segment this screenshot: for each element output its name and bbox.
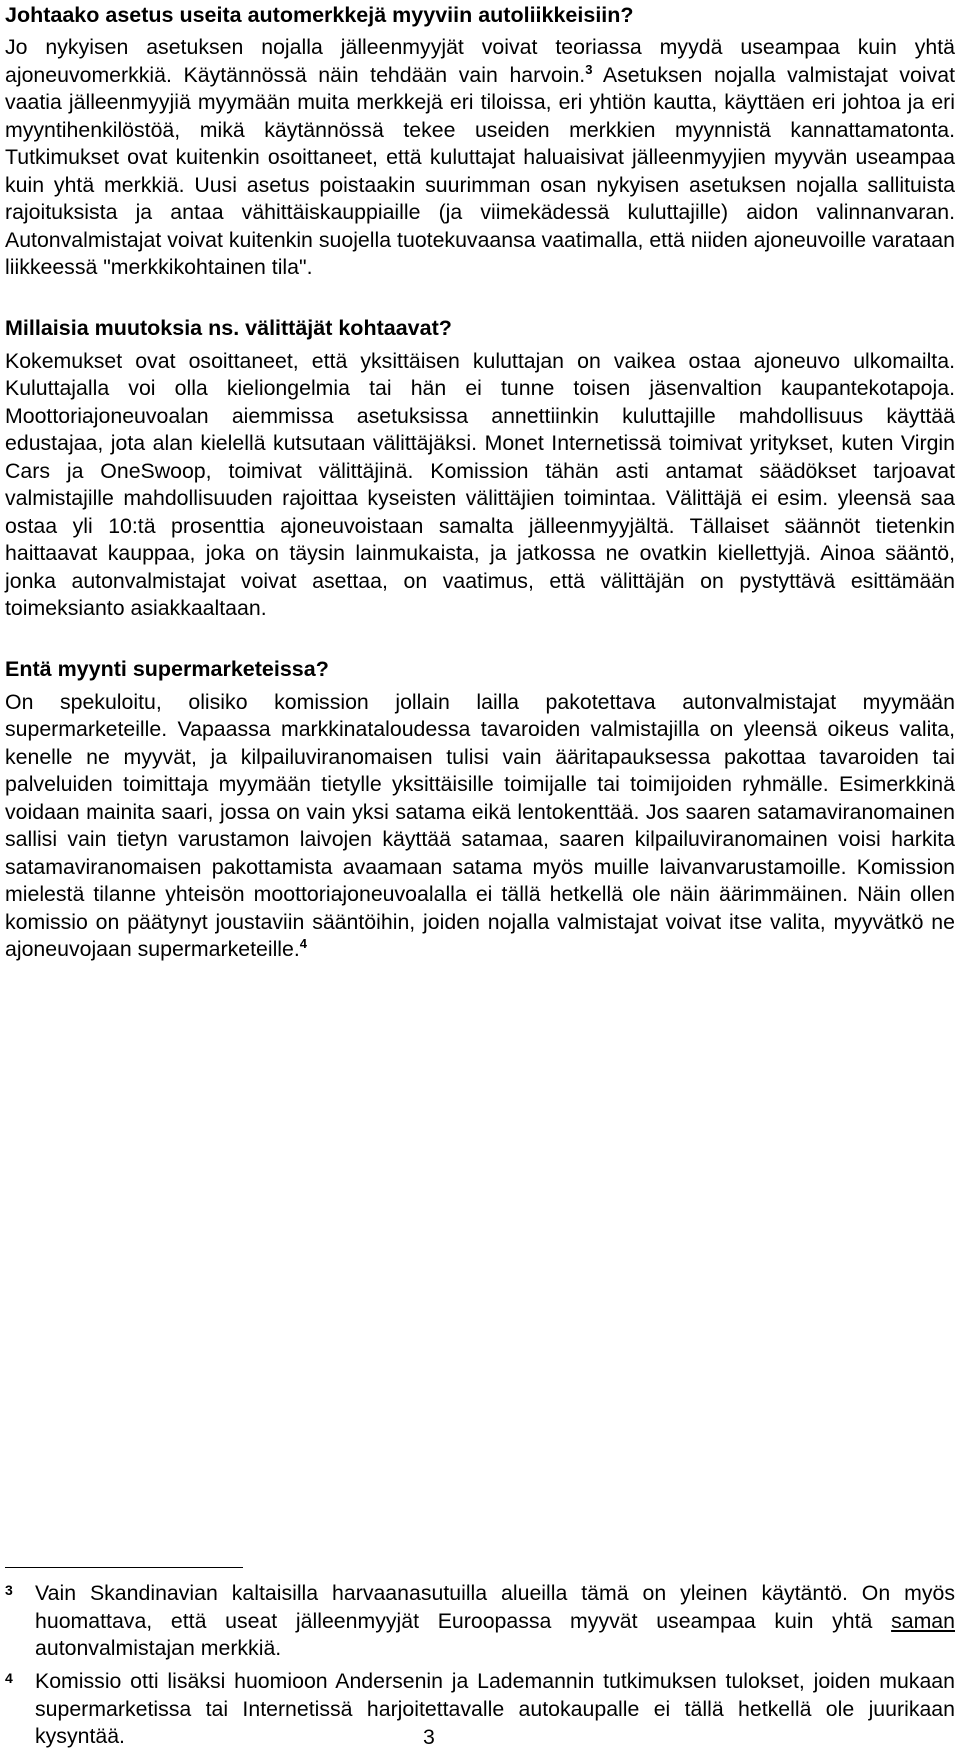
footnote-text-part: Vain Skandinavian kaltaisilla harvaanasutuilla alueilla tämä on yleinen käytäntö. On myös huomattava, että useat jälleenmyyjät Euroopassa myyvät useampaa kuin yhtä: [35, 1581, 955, 1633]
footnote-number: 3: [5, 1582, 13, 1598]
paragraph-text: Jo nykyisen asetuksen nojalla jälleenmyyjät voivat teoriassa myydä useampaa kuin yhtä ajoneuvomerkkiä. Käytännössä näin tehdään vain harvoin.: [5, 35, 955, 87]
document-page: [5, 0, 955, 1749]
paragraph-text: On spekuloitu, olisiko komission jollain lailla pakotettava autonvalmistajat myymään supermarketeille. Vapaassa markkinataloudessa tavaroiden valmistajilla on yleensä oikeus valita, kenelle ne myyvät, ja kilpailuviranomaisen tulisi vain ääritapauksessa pakottaa tavaroiden tai palveluiden toimittaja myymään tietylle yksittäisille toimijalle tai toimijoiden ryhmälle. Esimerkkinä voidaan mainita saari, jossa on vain yksi satama eikä lentokenttää. Jos saaren satamaviranomainen sallisi vain tietyn varustamon laivojen käyttää satamaa, saaren kilpailuviranomainen voisi harkita satamaviranomaisen pakottamista avaamaan satama myös muille laivanvarustamoille. Komission mielestä tilanne yhteisön moottoriajoneuvoalalla ei tällä hetkellä ole näin äärimmäinen. Näin ollen komissio on päätynyt joustaviin sääntöihin, joiden nojalla valmistajat voivat itse valita, myyvätkö ne ajoneuvojaan supermarketeille.: [5, 689, 955, 961]
footnote-text: Komissio otti lisäksi huomioon Andersenin ja Lademannin tutkimuksen tulokset, joiden mukaan supermarketissa tai Internetissä harjoitettavalle autokaupalle ei tällä hetkellä ole juurikaan kysyntää.: [35, 1669, 955, 1748]
footnote-number: 4: [5, 1670, 13, 1686]
footnote-reference-4[interactable]: 4: [299, 935, 308, 951]
underlined-word: saman: [891, 1608, 955, 1633]
footnote-text: [35, 1580, 955, 1663]
section-heading-multibrand: Johtaako asetus useita automerkkejä myyviin autoliikkeisiin?: [5, 3, 634, 27]
footnote-text-part: autonvalmistajan merkkiä.: [35, 1636, 282, 1660]
section-body-multibrand: [5, 34, 955, 282]
section-heading-intermediaries: Millaisia muutoksia ns. välittäjät kohtaavat?: [5, 315, 452, 340]
footnote-3: [5, 1580, 955, 1663]
page-number: 3: [423, 1725, 435, 1749]
paragraph-text: Asetuksen nojalla valmistajat voivat vaatia jälleenmyyjiä myymään muita merkkejä eri tiloissa, eri yhtiön kautta, käyttäen eri johtoa ja eri myyntihenkilöstöä, mikä käytännössä tekee useiden merkkien myynnistä kannattamatonta. Tutkimukset ovat kuitenkin osoittaneet, että kuluttajat haluaisivat jälleenmyyjien myyvän useampaa kuin yhtä merkkiä. Uusi asetus poistaakin suurimman osan nykyisen asetuksen nojalla sallituista rajoituksista ja antaa vähittäiskauppiaille (ja viimekädessä kuluttajille) aidon valinnanvaran. Autonvalmistajat voivat kuitenkin suojella tuotekuvaansa vaatimalla, että niiden ajoneuvoille varataan liikkeessä "merkkikohtainen tila".: [5, 62, 955, 279]
footnote-separator: [5, 1567, 243, 1568]
footnote-reference-3[interactable]: 3: [585, 61, 593, 77]
section-heading-supermarkets: Entä myynti supermarketeissa?: [5, 656, 329, 681]
section-body-supermarkets: [5, 689, 955, 964]
section-body-intermediaries: Kokemukset ovat osoittaneet, että yksittäisen kuluttajan on vaikea ostaa ajoneuvo ulkomailta. Kuluttajalla voi olla kieliongelmia tai hän ei tunne toisen jäsenvaltion kaupantekotapoja. Moottoriajoneuvoalan aiemmissa asetuksissa annettiinkin kuluttajille mahdollisuus käyttää edustajaa, jota alan kielellä kutsutaan välittäjäksi. Monet Internetissä toimivat yritykset, kuten Virgin Cars ja OneSwoop, toimivat välittäjinä. Komission tähän asti antamat säädökset tarjoavat valmistajille mahdollisuuden rajoittaa kyseisten välittäjien toimintaa. Välittäjä ei esim. yleensä saa ostaa yli 10:tä prosenttia ajoneuvoistaan samalta jälleenmyyjältä. Tällaiset säännöt tietenkin haittaavat kauppaa, joka on täysin lainmukaista, ja jatkossa ne ovatkin kiellettyjä. Ainoa sääntö, jonka autonvalmistajat voivat asettaa, on vaatimus, että välittäjän on pystyttävä esittämään toimeksianto asiakkaaltaan.: [5, 348, 955, 620]
footnote-4: [5, 1668, 955, 1751]
